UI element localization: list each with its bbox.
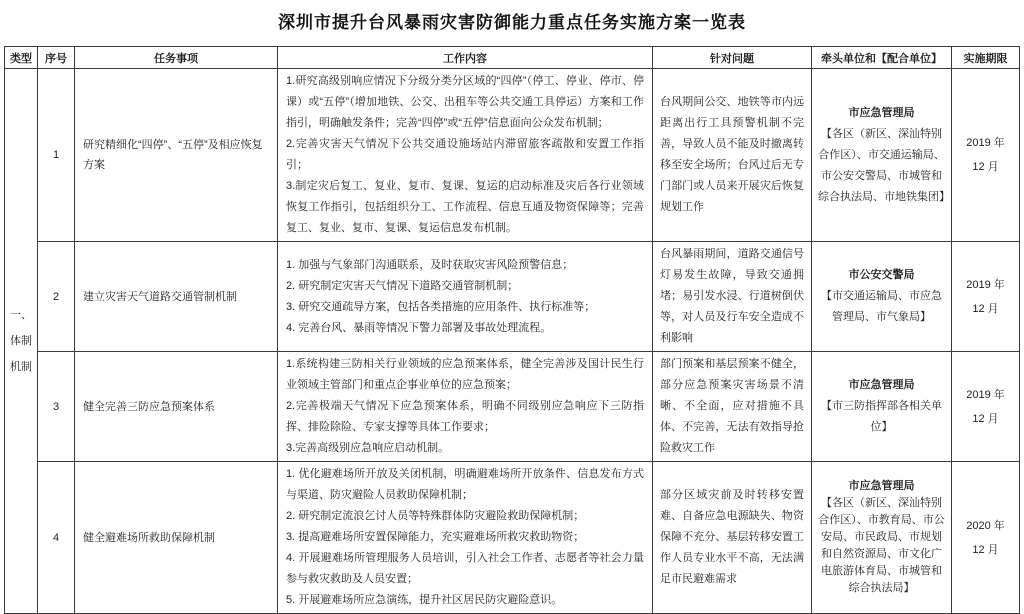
content-item: 1. 优化避难场所开放及关闭机制，明确避难场所开放条件、信息发布方式与渠道、防灾避险人员救助保障机制； xyxy=(286,468,644,501)
implementation-plan-table xyxy=(4,46,1020,614)
deadline-month: 12 月 xyxy=(972,302,999,315)
content-item: 4. 完善台风、暴雨等情况下警力部署及事故处理流程。 xyxy=(286,321,552,334)
table-row xyxy=(5,69,1020,242)
row-number: 1 xyxy=(38,69,75,242)
deadline-year: 2019 年 xyxy=(966,278,1005,291)
header-no: 序号 xyxy=(38,47,75,69)
content-cell xyxy=(278,69,653,242)
support-units: 【各区（新区、深汕特别合作区）、市教育局、市公安局、市民政局、市规划和自然资源局、市文化广电旅游体育局、市城管和综合执法局】 xyxy=(818,497,945,594)
task-cell: 建立灾害天气道路交通管制机制 xyxy=(75,242,278,352)
header-problem: 针对问题 xyxy=(653,47,812,69)
header-row xyxy=(5,47,1020,69)
task-cell: 健全避难场所救助保障机制 xyxy=(75,462,278,614)
content-item: 1. 加强与气象部门沟通联系，及时获取灾害风险预警信息； xyxy=(286,258,574,271)
deadline-year: 2019 年 xyxy=(966,137,1005,149)
table-row xyxy=(5,242,1020,352)
row-number: 4 xyxy=(38,462,75,614)
header-content: 工作内容 xyxy=(278,47,653,69)
deadline-year: 2019 年 xyxy=(966,388,1005,401)
content-item: 2.完善极端天气情况下应急预案体系，明确不同级别应急响应下三防指挥、排险除险、专家支撑等具体工作要求； xyxy=(286,400,644,433)
deadline-month: 12 月 xyxy=(972,543,999,556)
category-line: 体制 xyxy=(10,335,32,347)
content-cell xyxy=(278,462,653,614)
support-units: 【各区（新区、深汕特别合作区）、市交通运输局、市公安交警局、市城管和综合执法局、市地铁集团】 xyxy=(818,127,950,203)
problem-cell: 部门预案和基层预案不健全，部分应急预案灾害场景不清晰、不全面，应对措施不具体、不完善，无法有效指导抢险救灾工作 xyxy=(653,352,812,462)
content-item: 2. 研究制定流浪乞讨人员等特殊群体防灾避险救助保障机制； xyxy=(286,510,585,522)
header-type: 类型 xyxy=(5,47,38,69)
problem-cell: 台风期间公交、地铁等市内远距离出行工具预警机制不完善，导致人员不能及时撤离转移至安全场所；台风过后无专门部门或人员来开展灾后恢复规划工作 xyxy=(653,69,812,242)
header-units: 牵头单位和【配合单位】 xyxy=(812,47,952,69)
deadline-month: 12 月 xyxy=(972,161,999,173)
units-cell xyxy=(812,462,952,614)
deadline-month: 12 月 xyxy=(972,412,999,425)
table-row xyxy=(5,352,1020,462)
problem-cell: 台风暴雨期间，道路交通信号灯易发生故障，导致交通拥堵；易引发水浸、行道树倒伏等，对人员及行车安全造成不利影响 xyxy=(653,242,812,352)
page-title: 深圳市提升台风暴雨灾害防御能力重点任务实施方案一览表 xyxy=(278,13,746,32)
support-units: 【市三防指挥部各相关单位】 xyxy=(821,400,942,433)
units-cell xyxy=(812,352,952,462)
deadline-cell xyxy=(952,352,1020,462)
units-cell xyxy=(812,242,952,352)
category-line: 机制 xyxy=(10,361,32,373)
content-item: 3.制定灾后复工、复业、复市、复课、复运的启动标准及灾后各行业领域恢复工作指引，包括组织分工、工作流程、信息互通及物资保障等；完善复工、复业、复市、复课、复运信息发布机制。 xyxy=(286,180,644,234)
content-item: 3. 提高避难场所安置保障能力，充实避难场所救灾救助物资； xyxy=(286,531,585,543)
problem-cell: 部分区域灾前及时转移安置难、自备应急电源缺失、物资保障不充分、基层转移安置工作人员专业水平不高，无法满足市民避难需求 xyxy=(653,462,812,614)
content-cell xyxy=(278,242,653,352)
row-number: 3 xyxy=(38,352,75,462)
deadline-cell xyxy=(952,69,1020,242)
deadline-cell xyxy=(952,242,1020,352)
lead-unit: 市应急管理局 xyxy=(848,480,915,492)
content-item: 3.完善高级别应急响应启动机制。 xyxy=(286,442,450,454)
lead-unit: 市应急管理局 xyxy=(848,379,915,391)
lead-unit: 市应急管理局 xyxy=(848,106,915,119)
content-item: 5. 开展避难场所应急演练，提升社区居民防灾避险意识。 xyxy=(286,594,563,606)
header-deadline: 实施期限 xyxy=(952,47,1020,69)
content-cell xyxy=(278,352,653,462)
task-cell: 健全完善三防应急预案体系 xyxy=(75,352,278,462)
content-item: 2.完善灾害天气情况下公共交通设施场站内滞留旅客疏散和安置工作指引； xyxy=(286,138,644,171)
support-units: 【市交通运输局、市应急管理局、市气象局】 xyxy=(821,290,942,323)
task-cell: 研究精细化“四停”、“五停”及相应恢复方案 xyxy=(75,69,278,242)
category-line: 一、 xyxy=(10,309,32,321)
content-item: 1.系统构建三防相关行业领域的应急预案体系，健全完善涉及国计民生行业领域主管部门和重点企事业单位的应急预案； xyxy=(286,358,644,391)
content-item: 1.研究高级别响应情况下分级分类分区域的“四停”（停工、停业、停市、停课）或“五停”（增加地铁、公交、出租车等公共交通工具停运）方案和工作指引，明确触发条件；完善“四停”或“五停”信息面向公众发布机制； xyxy=(286,75,644,129)
lead-unit: 市公安交警局 xyxy=(848,269,915,281)
category-cell xyxy=(5,69,38,614)
content-item: 3. 研究交通疏导方案，包括各类措施的应用条件、执行标准等； xyxy=(286,300,596,313)
deadline-year: 2020 年 xyxy=(966,519,1005,532)
units-cell xyxy=(812,69,952,242)
deadline-cell xyxy=(952,462,1020,614)
content-item: 2. 研究制定灾害天气情况下道路交通管制机制； xyxy=(286,279,519,292)
table-row xyxy=(5,462,1020,614)
header-task: 任务事项 xyxy=(75,47,278,69)
row-number: 2 xyxy=(38,242,75,352)
content-item: 4. 开展避难场所管理服务人员培训，引入社会工作者、志愿者等社会力量参与救灾救助及人员安置； xyxy=(286,552,644,585)
